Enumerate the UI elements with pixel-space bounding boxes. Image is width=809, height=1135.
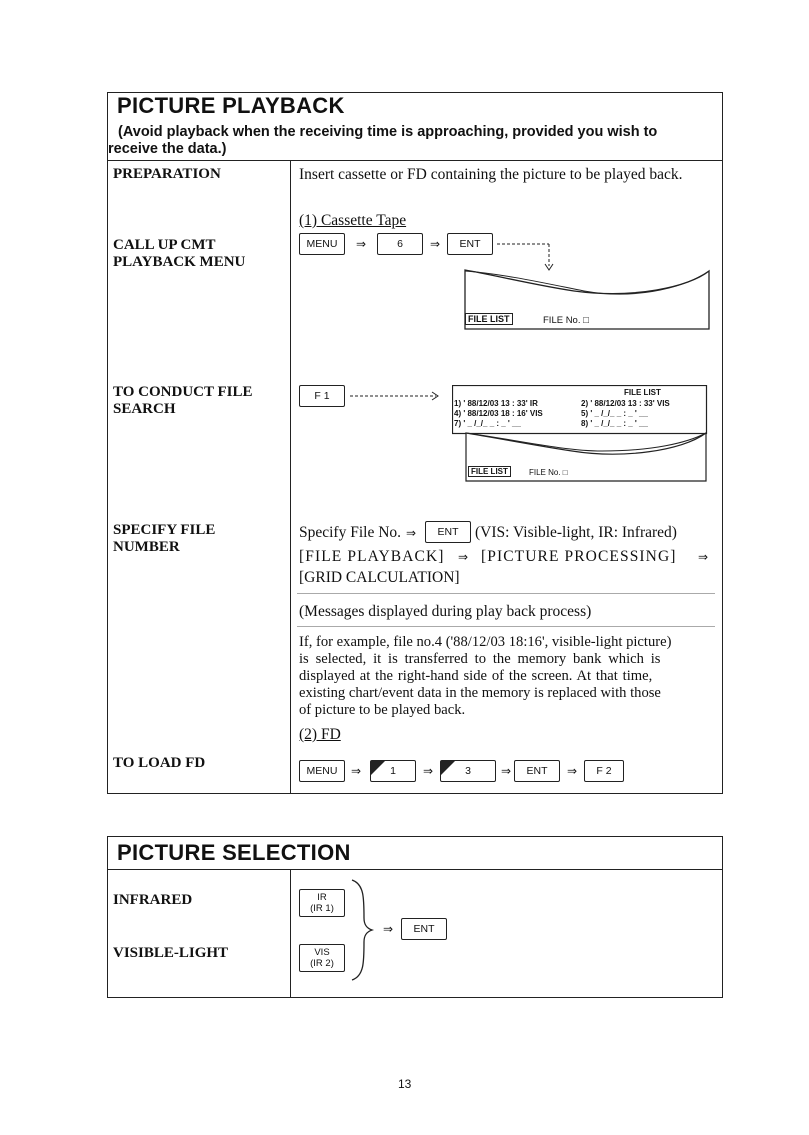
playback-subtitle-line-2: receive the data.)	[108, 141, 227, 157]
selection-column-divider	[290, 869, 291, 998]
menu-key[interactable]: MENU	[299, 760, 345, 782]
cassette-heading: (1) Cassette Tape	[299, 212, 407, 229]
example-line-3: displayed at the right-hand side of the screen. At that time,	[299, 668, 653, 684]
ent-key[interactable]: ENT	[514, 760, 560, 782]
arrow-icon: ⇒	[698, 550, 709, 564]
file-entry-2: 2) ' 88/12/03 13 : 33' VIS	[581, 399, 670, 408]
example-line-5: of picture to be played back.	[299, 702, 466, 718]
screen1-file-no: FILE No. □	[543, 315, 589, 326]
arrow-icon: ⇒	[430, 237, 441, 251]
f2-key[interactable]: F 2	[584, 760, 624, 782]
arrow-icon: ⇒	[567, 764, 578, 778]
arrow-icon: ⇒	[406, 526, 417, 540]
visible-light-label: VISIBLE-LIGHT	[113, 945, 229, 961]
specify-divider	[297, 593, 715, 594]
arrow-icon: ⇒	[351, 764, 362, 778]
load-fd-label: TO LOAD FD	[113, 755, 206, 771]
vis-key[interactable]: VIS (IR 2)	[299, 944, 345, 972]
preparation-label: PREPARATION	[113, 166, 221, 182]
ent-key[interactable]: ENT	[425, 521, 471, 543]
arrow-icon: ⇒	[383, 922, 394, 936]
specify-file-label-2: NUMBER	[113, 539, 180, 555]
messages-divider	[297, 626, 715, 627]
infrared-label: INFRARED	[113, 892, 193, 908]
playback-column-divider	[290, 160, 291, 794]
selection-title: PICTURE SELECTION	[117, 840, 351, 865]
file-entry-4: 4) ' 88/12/03 18 : 16' VIS	[454, 409, 543, 418]
page-number: 13	[398, 1077, 412, 1091]
ent-key[interactable]: ENT	[401, 918, 447, 940]
file-list-screen	[452, 385, 708, 483]
example-line-4: existing chart/event data in the memory is replaced with those	[299, 685, 661, 701]
specify-prefix: Specify File No.	[299, 524, 402, 541]
example-line-1: If, for example, file no.4 ('88/12/03 18:16', visible-light picture)	[299, 634, 672, 650]
f1-key[interactable]: F 1	[299, 385, 345, 407]
dashed-arrow-icon	[348, 390, 444, 402]
example-line-2: is selected, it is transferred to the memory bank which is	[299, 651, 661, 667]
shift-3-key[interactable]: 3	[440, 760, 496, 782]
screen2-file-list-tag: FILE LIST	[468, 466, 511, 477]
sequence-grid-calculation: [GRID CALCULATION]	[299, 569, 460, 586]
sequence-file-playback: [FILE PLAYBACK]	[299, 548, 445, 565]
call-up-cmt-label-1: CALL UP CMT	[113, 237, 216, 253]
file-entry-1: 1) ' 88/12/03 13 : 33' IR	[454, 399, 538, 408]
menu-key[interactable]: MENU	[299, 233, 345, 255]
screen1-file-list-tag: FILE LIST	[465, 313, 513, 325]
ent-key[interactable]: ENT	[447, 233, 493, 255]
file-search-label-1: TO CONDUCT FILE	[113, 384, 253, 400]
specify-suffix: (VIS: Visible-light, IR: Infrared)	[475, 524, 677, 541]
key-6[interactable]: 6	[377, 233, 423, 255]
arrow-icon: ⇒	[501, 764, 512, 778]
arrow-icon: ⇒	[356, 237, 367, 251]
shift-1-key[interactable]: 1	[370, 760, 416, 782]
screen2-file-no: FILE No. □	[529, 468, 568, 477]
ir-key[interactable]: IR (IR 1)	[299, 889, 345, 917]
playback-subtitle-line-1: (Avoid playback when the receiving time is approaching, provided you wish to	[118, 124, 658, 140]
file-entry-8: 8) ' _ /_/_ _ : _ ' __	[581, 419, 648, 428]
preparation-text: Insert cassette or FD containing the picture to be played back.	[299, 166, 683, 183]
playback-title: PICTURE PLAYBACK	[117, 93, 345, 118]
sequence-picture-processing: [PICTURE PROCESSING]	[481, 548, 677, 565]
specify-file-label-1: SPECIFY FILE	[113, 522, 216, 538]
fd-heading: (2) FD	[299, 726, 341, 743]
file-list-header: FILE LIST	[624, 388, 661, 397]
file-entry-5: 5) ' _ /_/_ _ : _ ' __	[581, 409, 648, 418]
file-entry-7: 7) ' _ /_/_ _ : _ ' __	[454, 419, 521, 428]
dashed-pointer-icon	[495, 236, 555, 272]
brace-icon	[350, 878, 376, 982]
call-up-cmt-label-2: PLAYBACK MENU	[113, 254, 246, 270]
arrow-icon: ⇒	[458, 550, 469, 564]
file-search-label-2: SEARCH	[113, 401, 176, 417]
arrow-icon: ⇒	[423, 764, 434, 778]
messages-note: (Messages displayed during play back process)	[299, 603, 592, 620]
selection-header-divider	[107, 869, 723, 870]
playback-header-divider	[107, 160, 723, 161]
